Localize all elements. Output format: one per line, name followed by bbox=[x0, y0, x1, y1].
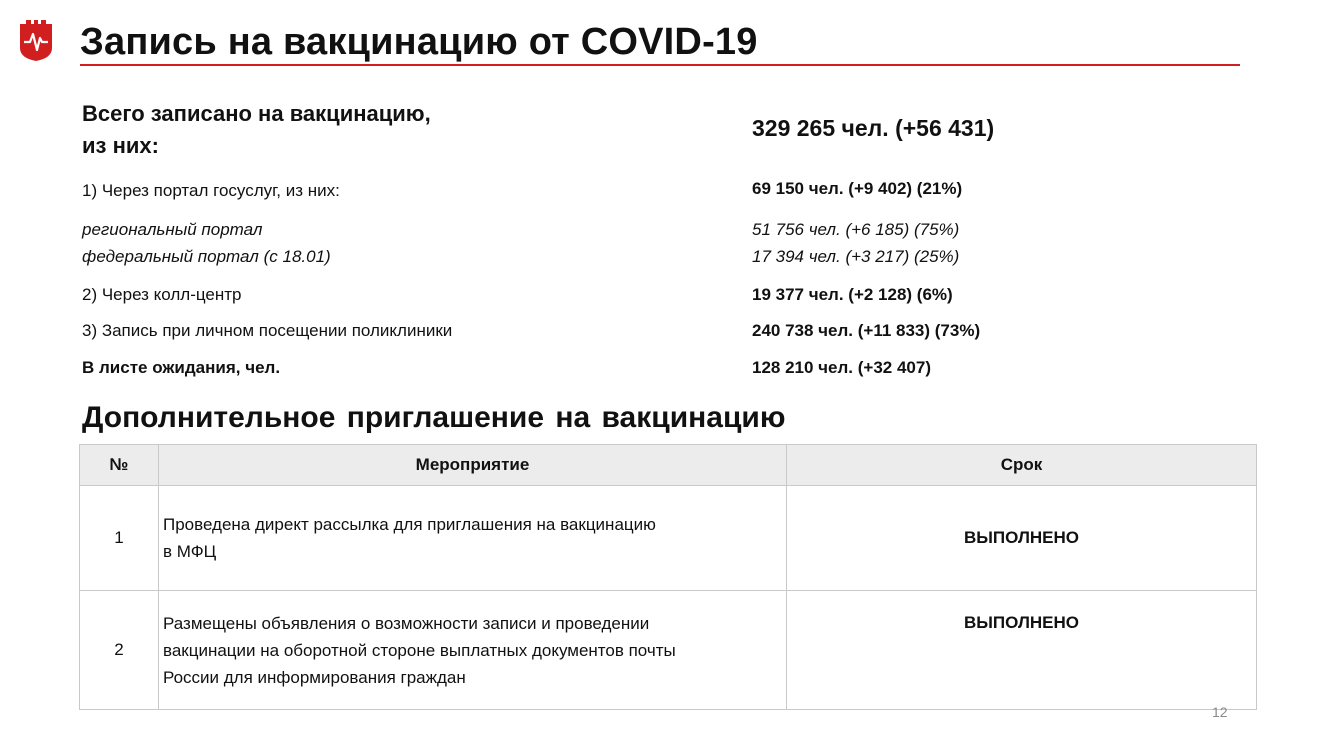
gosuslugi-label: 1) Через портал госуслуг, из них: bbox=[82, 181, 340, 200]
clinic-label: 3) Запись при личном посещении поликлиники bbox=[82, 321, 453, 340]
row-num: 2 bbox=[80, 591, 159, 710]
header-event: Мероприятие bbox=[159, 445, 787, 486]
title-divider bbox=[80, 64, 1240, 66]
row-term bbox=[787, 591, 1257, 710]
row-event-line: Проведена директ рассылка для приглашения на вакцинацию bbox=[163, 515, 656, 534]
row-event bbox=[159, 486, 787, 591]
row-term bbox=[787, 486, 1257, 591]
regional-emblem-icon bbox=[18, 18, 54, 62]
federal-value: 17 394 чел. (+3 217) (25%) bbox=[752, 247, 960, 266]
total-label bbox=[82, 98, 431, 162]
total-value: 329 265 чел. (+56 431) bbox=[752, 115, 995, 141]
gosuslugi-value: 69 150 чел. (+9 402) (21%) bbox=[752, 179, 963, 198]
clinic-value: 240 738 чел. (+11 833) (73%) bbox=[752, 321, 981, 340]
total-label-line2: из них: bbox=[82, 133, 159, 158]
total-label-line1: Всего записано на вакцинацию, bbox=[82, 101, 431, 126]
page-title: Запись на вакцинацию от COVID-19 bbox=[80, 21, 758, 63]
callcenter-value: 19 377 чел. (+2 128) (6%) bbox=[752, 285, 953, 304]
regional-value: 51 756 чел. (+6 185) (75%) bbox=[752, 220, 960, 239]
row-num: 1 bbox=[80, 486, 159, 591]
row-event-line: в МФЦ bbox=[163, 542, 217, 561]
status-badge: ВЫПОЛНЕНО bbox=[964, 528, 1079, 547]
row-event-line: России для информирования граждан bbox=[163, 667, 466, 687]
callcenter-label: 2) Через колл-центр bbox=[82, 285, 242, 304]
table-row bbox=[80, 486, 1257, 591]
regional-label: региональный портал bbox=[82, 220, 263, 239]
table-header-row bbox=[80, 445, 1257, 486]
row-event-line: Размещены объявления о возможности записи и проведении bbox=[163, 613, 650, 633]
waitlist-label: В листе ожидания, чел. bbox=[82, 358, 281, 377]
page-number: 12 bbox=[1212, 704, 1228, 720]
status-badge: ВЫПОЛНЕНО bbox=[964, 613, 1079, 632]
header-term: Срок bbox=[787, 445, 1257, 486]
row-event bbox=[159, 591, 787, 710]
federal-label: федеральный портал (с 18.01) bbox=[82, 247, 331, 266]
section-title: Дополнительное приглашение на вакцинацию bbox=[82, 401, 786, 434]
row-event-line: вакцинации на оборотной стороне выплатных документов почты bbox=[163, 640, 676, 660]
actions-table bbox=[79, 444, 1257, 710]
table-row bbox=[80, 591, 1257, 710]
waitlist-value: 128 210 чел. (+32 407) bbox=[752, 358, 931, 377]
header-num: № bbox=[80, 445, 159, 486]
